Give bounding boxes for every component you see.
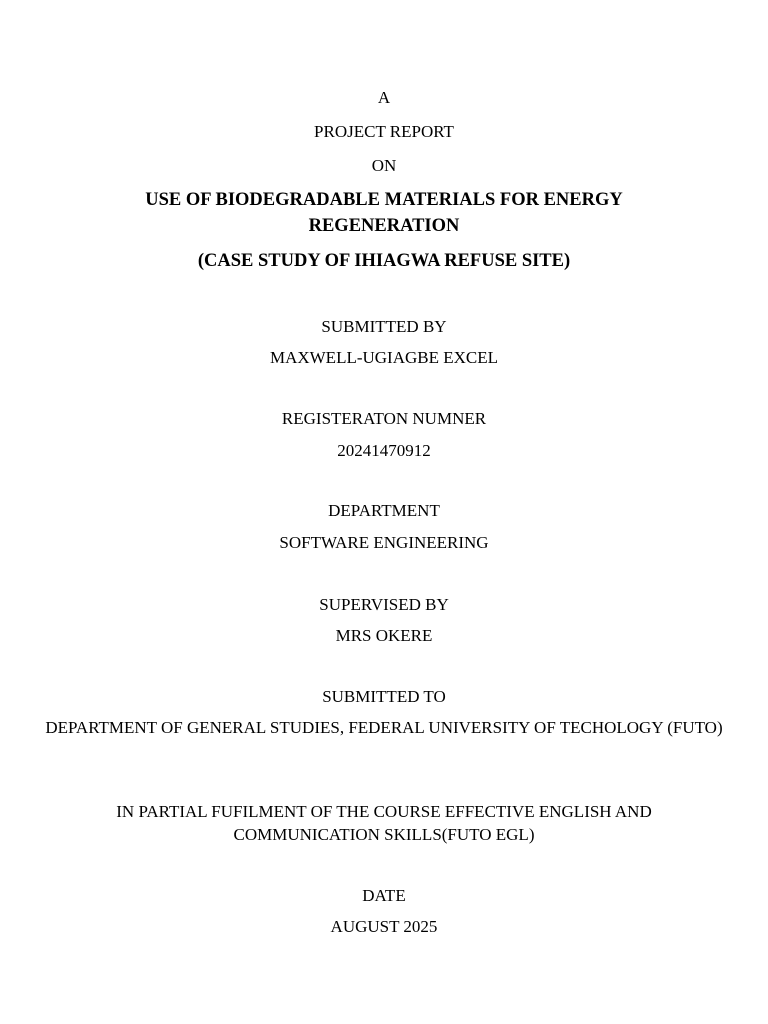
student-name: MAXWELL-UGIAGBE EXCEL xyxy=(269,348,499,367)
date-label: DATE xyxy=(362,886,406,905)
submitted-to-label: SUBMITTED TO xyxy=(322,687,446,706)
submitted-to-institution: DEPARTMENT OF GENERAL STUDIES, FEDERAL UNIVERSITY OF TECHOLOGY (FUTO) xyxy=(45,718,723,737)
report-title: USE OF BIODEGRADABLE MATERIALS FOR ENERGY REGENERATION xyxy=(145,190,623,236)
supervised-by-label: SUPERVISED BY xyxy=(319,595,449,614)
date-value: AUGUST 2025 xyxy=(330,917,438,936)
cover-on: ON xyxy=(371,156,397,175)
registration-label: REGISTERATON NUMNER xyxy=(281,409,487,428)
report-type: PROJECT REPORT xyxy=(314,122,454,141)
department-name: SOFTWARE ENGINEERING xyxy=(279,533,489,552)
supervisor-name: MRS OKERE xyxy=(335,626,433,645)
cover-article: A xyxy=(377,88,391,107)
registration-number: 20241470912 xyxy=(337,441,431,460)
case-study: (CASE STUDY OF IHIAGWA REFUSE SITE) xyxy=(197,251,571,271)
submitted-by-label: SUBMITTED BY xyxy=(321,317,447,336)
fulfilment-statement: IN PARTIAL FUFILMENT OF THE COURSE EFFECTIVE ENGLISH AND COMMUNICATION SKILLS(FUTO EGL) xyxy=(116,802,652,844)
department-label: DEPARTMENT xyxy=(328,501,440,520)
